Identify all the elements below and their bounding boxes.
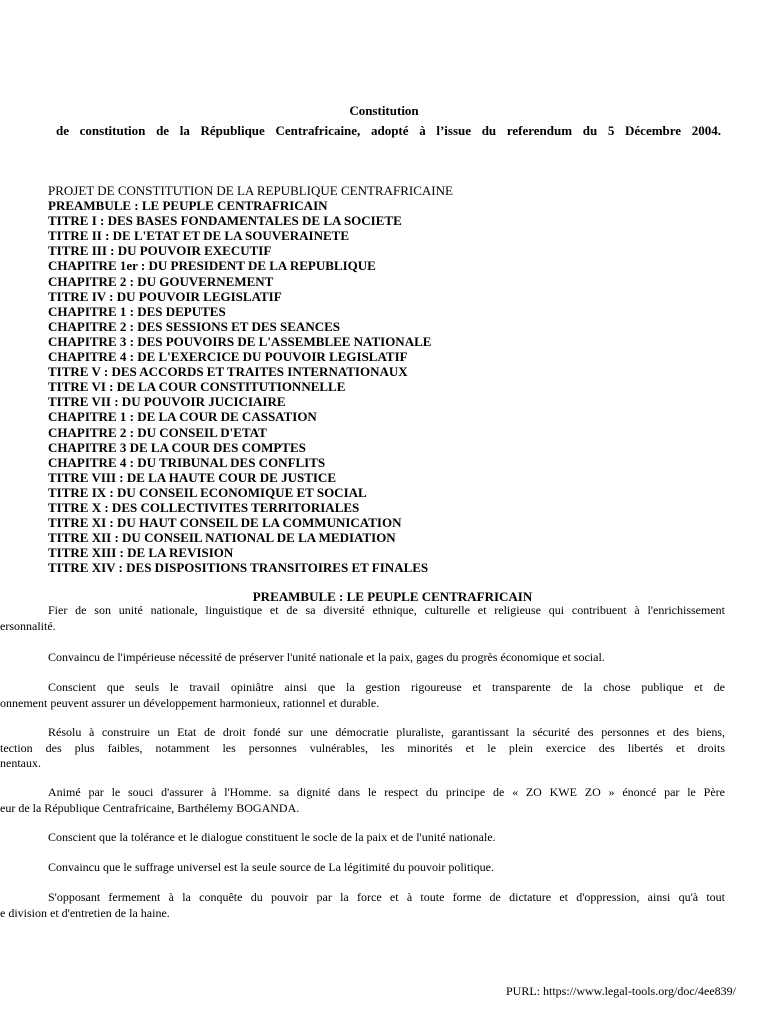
preamble-paragraph xyxy=(0,785,768,816)
preamble-paragraph xyxy=(0,860,768,876)
preamble-paragraph xyxy=(0,603,768,634)
toc-item: CHAPITRE 2 : DU GOUVERNEMENT xyxy=(48,273,274,289)
toc-item: TITRE V : DES ACCORDS ET TRAITES INTERNATIONAUX xyxy=(48,364,408,380)
toc-item: TITRE XII : DU CONSEIL NATIONAL DE LA MEDIATION xyxy=(48,530,396,546)
toc-item: CHAPITRE 3 DE LA COUR DES COMPTES xyxy=(48,439,306,455)
preamble-paragraph xyxy=(0,890,768,921)
document-title: Constitution xyxy=(349,103,419,118)
paragraph-line: nentaux. xyxy=(0,756,41,770)
toc-item: TITRE VI : DE LA COUR CONSTITUTIONNELLE xyxy=(48,379,346,395)
preamble-paragraph xyxy=(0,680,768,711)
purl-link[interactable]: PURL: https://www.legal-tools.org/doc/4ee839/ xyxy=(506,984,736,998)
toc-item: TITRE XI : DU HAUT CONSEIL DE LA COMMUNICATION xyxy=(48,515,402,531)
toc-item: CHAPITRE 3 : DES POUVOIRS DE L'ASSEMBLEE NATIONALE xyxy=(48,333,432,349)
toc-item: TITRE I : DES BASES FONDAMENTALES DE LA SOCIETE xyxy=(48,213,402,229)
toc-item: TITRE II : DE L'ETAT ET DE LA SOUVERAINETE xyxy=(48,228,350,244)
toc-item: PREAMBULE : LE PEUPLE CENTRAFRICAIN xyxy=(48,198,328,214)
paragraph-line: Convaincu que le suffrage universel est la seule source de La légitimité du pouvoir politique. xyxy=(48,860,494,874)
toc-item: CHAPITRE 1er : DU PRESIDENT DE LA REPUBLIQUE xyxy=(48,258,376,274)
paragraph-line: Conscient que seuls le travail opiniâtre ainsi que la gestion rigoureuse et transparente de la chose publique et de xyxy=(48,680,725,694)
toc-item: CHAPITRE 2 : DES SESSIONS ET DES SEANCES xyxy=(48,318,340,334)
paragraph-line: Fier de son unité nationale, linguistique et de sa diversité ethnique, culturelle et religieuse qui contribuent à l'enrichissement xyxy=(48,603,725,617)
paragraph-line: Convaincu de l'impérieuse nécessité de préserver l'unité nationale et la paix, gages du progrès économique et social. xyxy=(48,650,605,664)
toc-item: CHAPITRE 2 : DU CONSEIL D'ETAT xyxy=(48,424,267,440)
preamble-paragraph xyxy=(0,830,768,846)
document-subtitle: de constitution de la République Centrafricaine, adopté à l’issue du referendum du 5 Décembre 2004. xyxy=(56,123,721,138)
toc-item: TITRE IV : DU POUVOIR LEGISLATIF xyxy=(48,288,282,304)
toc-item: CHAPITRE 1 : DES DEPUTES xyxy=(48,303,226,319)
paragraph-line: e division et d'entretien de la haine. xyxy=(0,905,170,920)
toc-item: TITRE III : DU POUVOIR EXECUTIF xyxy=(48,243,272,259)
paragraph-line: Résolu à construire un Etat de droit fondé sur une démocratie pluraliste, garantissant la sécurité des personnes et des biens, xyxy=(48,725,725,739)
preamble-paragraph xyxy=(0,725,768,772)
paragraph-line: Animé par le souci d'assurer à l'Homme. sa dignité dans le respect du principe de « ZO KWE ZO » énoncé par le Père xyxy=(48,785,725,799)
paragraph-line: ersonnalité. xyxy=(0,618,56,633)
paragraph-line: onnement peuvent assurer un développement harmonieux, rationnel et durable. xyxy=(0,695,380,710)
toc-item: CHAPITRE 4 : DE L'EXERCICE DU POUVOIR LEGISLATIF xyxy=(48,349,408,365)
table-of-contents xyxy=(48,183,748,575)
toc-item: TITRE VII : DU POUVOIR JUCICIAIRE xyxy=(48,394,286,410)
toc-item: CHAPITRE 4 : DU TRIBUNAL DES CONFLITS xyxy=(48,454,326,470)
preamble-paragraph xyxy=(0,650,768,666)
paragraph-line: Conscient que la tolérance et le dialogue constituent le socle de la paix et de l'unité nationale. xyxy=(48,830,496,844)
paragraph-line: S'opposant fermement à la conquête du pouvoir par la force et à toute forme de dictature et d'oppression, ainsi qu'à tout xyxy=(48,890,725,904)
toc-item: CHAPITRE 1 : DE LA COUR DE CASSATION xyxy=(48,409,317,425)
toc-item: PROJET DE CONSTITUTION DE LA REPUBLIQUE CENTRAFRICAINE xyxy=(48,183,453,198)
paragraph-line: tection des plus faibles, notamment les personnes vulnérables, les minorités et le plein exercice des libertés et droits xyxy=(0,740,725,755)
toc-item: TITRE IX : DU CONSEIL ECONOMIQUE ET SOCIAL xyxy=(48,484,367,500)
toc-item: TITRE XIV : DES DISPOSITIONS TRANSITOIRES ET FINALES xyxy=(48,560,429,576)
toc-item: TITRE VIII : DE LA HAUTE COUR DE JUSTICE xyxy=(48,469,336,485)
preamble-heading: PREAMBULE : LE PEUPLE CENTRAFRICAIN xyxy=(252,589,533,604)
paragraph-line: eur de la République Centrafricaine, Barthélemy BOGANDA. xyxy=(0,800,300,815)
toc-item: TITRE XIII : DE LA REVISION xyxy=(48,545,234,561)
toc-item: TITRE X : DES COLLECTIVITES TERRITORIALES xyxy=(48,499,360,515)
